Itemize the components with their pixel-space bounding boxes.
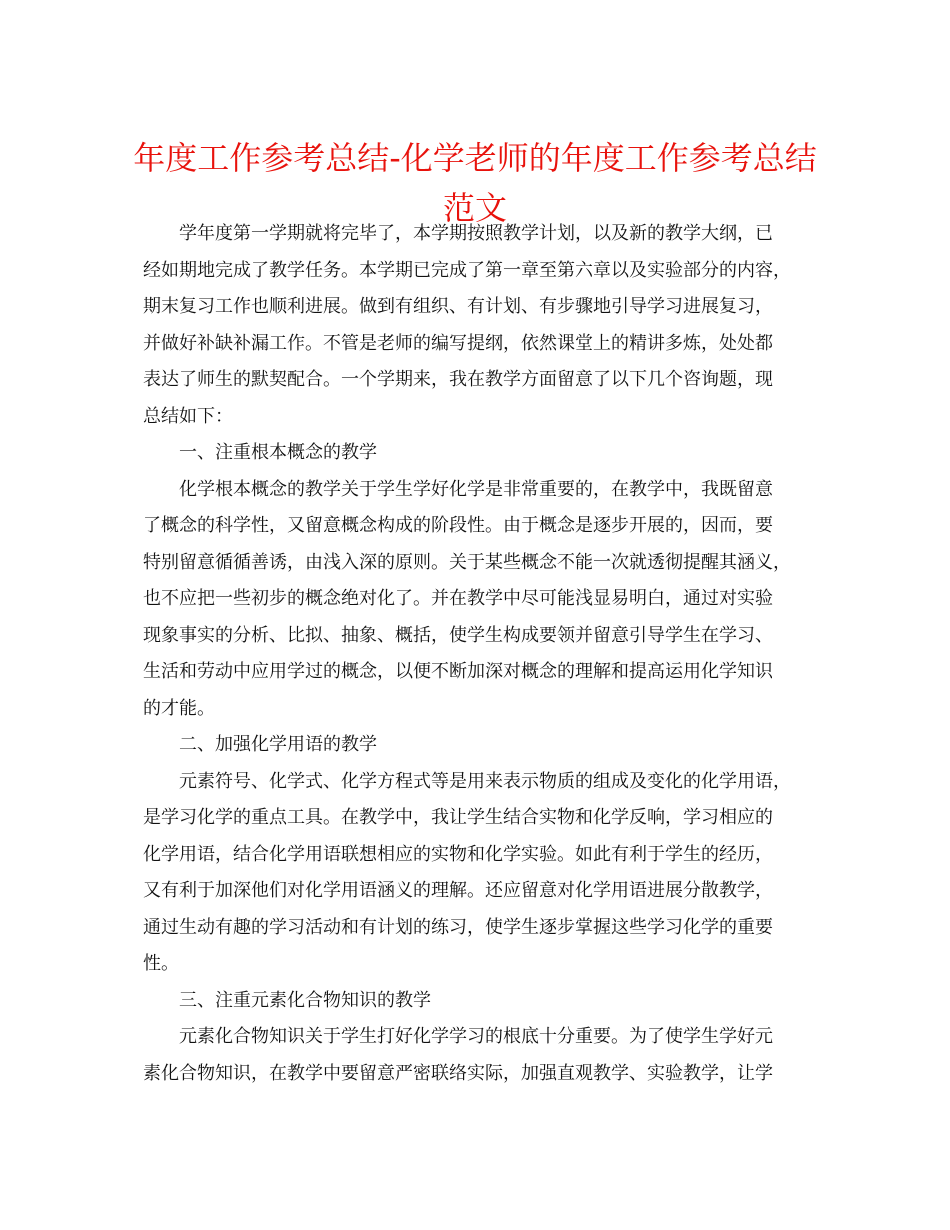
- document-body: [143, 216, 811, 1092]
- paragraph-line: 并做好补缺补漏工作。不管是老师的编写提纲，依然课堂上的精讲多炼，处处都: [143, 332, 773, 354]
- paragraph-line: 元素符号、化学式、化学方程式等是用来表示物质的组成及变化的化学用语，: [179, 770, 791, 792]
- paragraph-line: 又有利于加深他们对化学用语涵义的理解。还应留意对化学用语进展分散教学，: [143, 880, 773, 901]
- paragraph-line: 也不应把一些初步的概念绝对化了。并在教学中尽可能浅显易明白，通过对实验: [143, 588, 773, 609]
- paragraph-line: 化学用语，结合化学用语联想相应的实物和化学实验。如此有利于学生的经历，: [143, 843, 773, 865]
- paragraph-line: 经如期地完成了教学任务。本学期已完成了第一章至第六章以及实验部分的内容，: [143, 259, 791, 281]
- paragraph-line: 元素化合物知识关于学生打好化学学习的根底十分重要。为了使学生学好元: [179, 1026, 773, 1047]
- paragraph-line: 通过生动有趣的学习活动和有计划的练习，使学生逐步掌握这些学习化学的重要: [143, 916, 773, 938]
- section-heading: 一、注重根本概念的教学: [179, 442, 377, 463]
- paragraph-line: 总结如下：: [143, 405, 233, 427]
- paragraph-line: 表达了师生的默契配合。一个学期来，我在教学方面留意了以下几个咨询题，现: [143, 369, 773, 390]
- paragraph-line: 了概念的科学性，又留意概念构成的阶段性。由于概念是逐步开展的，因而，要: [143, 515, 773, 536]
- paragraph-line: 期末复习工作也顺利进展。做到有组织、有计划、有步骤地引导学习进展复习，: [143, 296, 773, 317]
- paragraph-line: 化学根本概念的教学关于学生学好化学是非常重要的，在教学中，我既留意: [179, 478, 773, 500]
- document-title-line-2: 范文: [442, 189, 507, 227]
- document-title-line-1: 年度工作参考总结-化学老师的年度工作参考总结: [133, 139, 817, 177]
- paragraph-line: 学年度第一学期就将完毕了，本学期按照教学计划，以及新的教学大纲，已: [179, 223, 773, 244]
- paragraph-line: 特别留意循循善诱，由浅入深的原则。关于某些概念不能一次就透彻提醒其涵义，: [143, 551, 791, 573]
- section-heading: 三、注重元素化合物知识的教学: [179, 989, 431, 1011]
- paragraph-line: 现象事实的分析、比拟、抽象、概括，使学生构成要领并留意引导学生在学习、: [143, 624, 773, 646]
- paragraph-line: 生活和劳动中应用学过的概念，以便不断加深对概念的理解和提高运用化学知识: [143, 661, 773, 682]
- paragraph-line: 的才能。: [143, 697, 215, 719]
- section-heading: 二、加强化学用语的教学: [179, 734, 377, 755]
- paragraph-line: 素化合物知识，在教学中要留意严密联络实际，加强直观教学、实验教学，让学: [143, 1062, 773, 1084]
- paragraph-line: 性。: [143, 953, 179, 974]
- paragraph-line: 是学习化学的重点工具。在教学中，我让学生结合实物和化学反响，学习相应的: [143, 807, 773, 828]
